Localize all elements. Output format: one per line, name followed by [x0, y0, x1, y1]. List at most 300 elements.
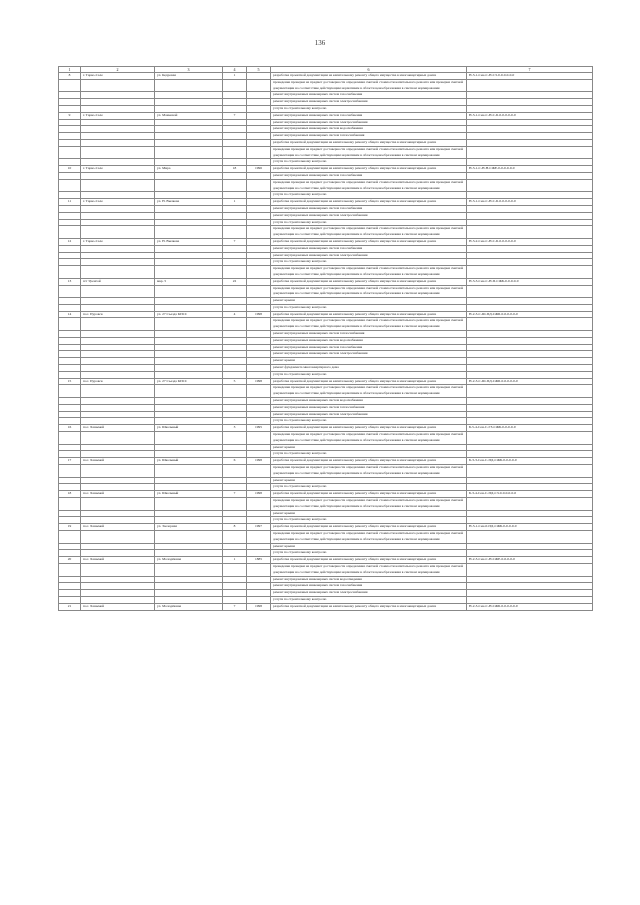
- empty-cell: [81, 126, 155, 133]
- empty-cell: [223, 477, 247, 484]
- empty-cell: [247, 285, 271, 298]
- empty-cell: [223, 266, 247, 279]
- empty-cell: [59, 358, 81, 365]
- work-type-cell: разработка проектной документации на капитальному ремонту общего имущества в многоквартирных домах: [271, 166, 467, 173]
- empty-cell: [247, 318, 271, 331]
- settlement-cell: г. Тарко-Сале: [81, 166, 155, 173]
- work-type-cell: услуги по строительному контролю: [271, 371, 467, 378]
- table-row-continuation: [59, 266, 593, 279]
- column-header: 6: [271, 67, 467, 73]
- table-row: [59, 491, 593, 498]
- empty-cell: [155, 331, 223, 338]
- table-row-continuation: [59, 126, 593, 133]
- empty-cell: [59, 133, 81, 140]
- empty-cell: [247, 99, 271, 106]
- empty-cell: [223, 365, 247, 372]
- work-type-cell: услуги по строительному контролю: [271, 219, 467, 226]
- work-type-cell: услуги по строительному контролю: [271, 517, 467, 524]
- work-type-cell: ремонт внутридомовых инженерных систем электроснабжения: [271, 351, 467, 358]
- work-type-cell: ремонт внутридомовых инженерных систем электроснабжения: [271, 590, 467, 597]
- work-type-cell: ремонт крыши: [271, 477, 467, 484]
- object-code-cell: Н-2-3-С-Ш-ПД-СЖБ-0-0-0-0-0-0: [467, 311, 593, 318]
- empty-cell: [81, 252, 155, 259]
- empty-cell: [247, 576, 271, 583]
- empty-cell: [223, 583, 247, 590]
- empty-cell: [155, 477, 223, 484]
- empty-cell: [247, 550, 271, 557]
- row-number: 11: [59, 199, 81, 206]
- empty-cell: [81, 259, 155, 266]
- empty-cell: [223, 344, 247, 351]
- settlement-cell: г. Тарко-Сале: [81, 112, 155, 119]
- empty-cell: [467, 298, 593, 305]
- work-type-cell: услуги по строительному контролю: [271, 418, 467, 425]
- empty-cell: [155, 484, 223, 491]
- table-row-continuation: [59, 192, 593, 199]
- table-row-continuation: [59, 550, 593, 557]
- work-type-cell: услуги по строительному контролю: [271, 259, 467, 266]
- empty-cell: [247, 351, 271, 358]
- table-row-continuation: [59, 105, 593, 112]
- empty-cell: [81, 179, 155, 192]
- empty-cell: [467, 451, 593, 458]
- empty-cell: [155, 79, 223, 92]
- year-cell: [247, 238, 271, 245]
- empty-cell: [155, 252, 223, 259]
- empty-cell: [59, 371, 81, 378]
- row-number: 20: [59, 557, 81, 564]
- empty-cell: [223, 351, 247, 358]
- year-cell: 1998: [247, 311, 271, 318]
- empty-cell: [467, 530, 593, 543]
- empty-cell: [81, 477, 155, 484]
- empty-cell: [467, 563, 593, 576]
- empty-cell: [247, 226, 271, 239]
- work-type-cell: разработка проектной документации на капитальному ремонту общего имущества в многоквартирных домах: [271, 557, 467, 564]
- work-type-cell: ремонт внутридомовых инженерных систем газоснабжения: [271, 112, 467, 119]
- empty-cell: [59, 119, 81, 126]
- empty-cell: [81, 543, 155, 550]
- empty-cell: [247, 498, 271, 511]
- empty-cell: [59, 576, 81, 583]
- year-cell: 1885: [247, 557, 271, 564]
- empty-cell: [467, 576, 593, 583]
- empty-cell: [247, 530, 271, 543]
- table-row-continuation: [59, 92, 593, 99]
- empty-cell: [247, 411, 271, 418]
- empty-cell: [247, 266, 271, 279]
- empty-cell: [223, 371, 247, 378]
- empty-cell: [467, 484, 593, 491]
- empty-cell: [467, 337, 593, 344]
- empty-cell: [155, 530, 223, 543]
- empty-cell: [81, 418, 155, 425]
- work-type-cell: услуги по строительному контролю: [271, 105, 467, 112]
- table-row-continuation: [59, 432, 593, 445]
- table-row-continuation: [59, 331, 593, 338]
- work-type-cell: ремонт внутридомовых инженерных систем водоснабжения: [271, 398, 467, 405]
- empty-cell: [467, 385, 593, 398]
- empty-cell: [155, 285, 223, 298]
- empty-cell: [223, 212, 247, 219]
- empty-cell: [223, 337, 247, 344]
- house-number-cell: 7: [223, 491, 247, 498]
- work-type-cell: ремонт внутридомовых инженерных систем газоснабжения: [271, 344, 467, 351]
- empty-cell: [223, 159, 247, 166]
- empty-cell: [467, 318, 593, 331]
- empty-cell: [467, 212, 593, 219]
- table-row: [59, 199, 593, 206]
- house-number-cell: 22: [223, 278, 247, 285]
- year-cell: [247, 73, 271, 80]
- object-code-cell: Н-3-1-Сен-С-Н-С-Б-0-0-0-0-0-0: [467, 199, 593, 206]
- empty-cell: [59, 550, 81, 557]
- empty-cell: [59, 432, 81, 445]
- empty-cell: [81, 385, 155, 398]
- empty-cell: [467, 344, 593, 351]
- table-row: [59, 73, 593, 80]
- empty-cell: [155, 444, 223, 451]
- column-header: 2: [81, 67, 155, 73]
- table-row: [59, 166, 593, 173]
- table-row-continuation: [59, 99, 593, 106]
- empty-cell: [467, 133, 593, 140]
- empty-cell: [247, 371, 271, 378]
- work-type-cell: разработка проектной документации на капитальному ремонту общего имущества в многоквартирных домах: [271, 491, 467, 498]
- empty-cell: [59, 172, 81, 179]
- year-cell: [247, 278, 271, 285]
- empty-cell: [223, 133, 247, 140]
- empty-cell: [81, 119, 155, 126]
- empty-cell: [247, 252, 271, 259]
- table-row-continuation: [59, 318, 593, 331]
- settlement-cell: пос. Пуровск: [81, 311, 155, 318]
- empty-cell: [155, 576, 223, 583]
- empty-cell: [467, 444, 593, 451]
- work-type-cell: ремонт фундамента многоквартирного дома: [271, 365, 467, 372]
- empty-cell: [59, 510, 81, 517]
- empty-cell: [81, 105, 155, 112]
- empty-cell: [247, 146, 271, 159]
- row-number: 18: [59, 491, 81, 498]
- table-row: [59, 278, 593, 285]
- work-type-cell: ремонт крыши: [271, 543, 467, 550]
- work-type-cell: проведение проверки на предмет достоверности определения сметной стоимости капитального ремонта или проверки сметной документации на соответствие действующим нормативам в области ценообразования в сметном нормировании: [271, 563, 467, 576]
- settlement-cell: пос. Ханымей: [81, 425, 155, 432]
- empty-cell: [81, 411, 155, 418]
- table-row-continuation: [59, 543, 593, 550]
- empty-cell: [59, 285, 81, 298]
- empty-cell: [467, 285, 593, 298]
- empty-cell: [81, 404, 155, 411]
- house-number-cell: 3: [223, 425, 247, 432]
- empty-cell: [223, 385, 247, 398]
- table-row-continuation: [59, 530, 593, 543]
- empty-cell: [247, 596, 271, 603]
- empty-cell: [223, 358, 247, 365]
- empty-cell: [59, 498, 81, 511]
- street-cell: мкр. 5: [155, 278, 223, 285]
- house-number-cell: 8: [223, 524, 247, 531]
- settlement-cell: пос. Ханымей: [81, 524, 155, 531]
- empty-cell: [155, 192, 223, 199]
- empty-cell: [81, 219, 155, 226]
- work-type-cell: ремонт внутридомовых инженерных систем газоснабжения: [271, 245, 467, 252]
- empty-cell: [155, 344, 223, 351]
- empty-cell: [467, 205, 593, 212]
- empty-cell: [223, 563, 247, 576]
- empty-cell: [59, 517, 81, 524]
- empty-cell: [247, 304, 271, 311]
- empty-cell: [223, 543, 247, 550]
- empty-cell: [467, 226, 593, 239]
- settlement-cell: г. Тарко-Сале: [81, 199, 155, 206]
- empty-cell: [467, 398, 593, 405]
- empty-cell: [467, 259, 593, 266]
- empty-cell: [467, 371, 593, 378]
- house-number-cell: 1: [223, 199, 247, 206]
- work-type-cell: услуги по строительному контролю: [271, 159, 467, 166]
- empty-cell: [59, 404, 81, 411]
- empty-cell: [81, 576, 155, 583]
- empty-cell: [467, 543, 593, 550]
- settlement-cell: пос. Ханымей: [81, 458, 155, 465]
- column-header: 4: [223, 67, 247, 73]
- table-row-continuation: [59, 179, 593, 192]
- table-row-continuation: [59, 385, 593, 398]
- empty-cell: [59, 451, 81, 458]
- capital-repair-table: [58, 66, 593, 611]
- object-code-cell: Б-3-4-Сен-С-ПД-СЗ-0-0-0-0-0-0: [467, 491, 593, 498]
- object-code-cell: Н-2-3-Сен-С-Н-СЖБ-0-0-0-0-0-0: [467, 603, 593, 610]
- row-number: 15: [59, 378, 81, 385]
- street-cell: ул. Мамеевой: [155, 112, 223, 119]
- column-header: 3: [155, 67, 223, 73]
- empty-cell: [247, 133, 271, 140]
- empty-cell: [247, 212, 271, 219]
- work-type-cell: разработка проектной документации на капитальному ремонту общего имущества в многоквартирных домах: [271, 199, 467, 206]
- empty-cell: [223, 192, 247, 199]
- empty-cell: [81, 99, 155, 106]
- empty-cell: [81, 444, 155, 451]
- table-row-continuation: [59, 411, 593, 418]
- work-type-cell: разработка проектной документации на капитальному ремонту общего имущества в многоквартирных домах: [271, 278, 467, 285]
- work-type-cell: услуги по строительному контролю: [271, 550, 467, 557]
- empty-cell: [467, 179, 593, 192]
- work-type-cell: разработка проектной документации на капитальному ремонту общего имущества в многоквартирных домах: [271, 378, 467, 385]
- work-type-cell: ремонт внутридомовых инженерных систем газоснабжения: [271, 205, 467, 212]
- empty-cell: [155, 385, 223, 398]
- settlement-cell: пос. Ханымей: [81, 603, 155, 610]
- work-type-cell: ремонт крыши: [271, 358, 467, 365]
- empty-cell: [81, 451, 155, 458]
- empty-cell: [81, 432, 155, 445]
- empty-cell: [467, 126, 593, 133]
- table-row: [59, 603, 593, 610]
- empty-cell: [467, 159, 593, 166]
- table-row-continuation: [59, 252, 593, 259]
- empty-cell: [223, 226, 247, 239]
- empty-cell: [59, 337, 81, 344]
- table-row-continuation: [59, 418, 593, 425]
- empty-cell: [467, 596, 593, 603]
- empty-cell: [59, 444, 81, 451]
- page-number: 136: [314, 39, 326, 47]
- table-row: [59, 378, 593, 385]
- empty-cell: [223, 318, 247, 331]
- empty-cell: [467, 498, 593, 511]
- empty-cell: [59, 465, 81, 478]
- empty-cell: [155, 318, 223, 331]
- street-cell: ул. Н. Вылкова: [155, 199, 223, 206]
- work-type-cell: ремонт крыши: [271, 510, 467, 517]
- empty-cell: [223, 285, 247, 298]
- settlement-cell: г. Тарко-Сале: [81, 73, 155, 80]
- empty-cell: [223, 465, 247, 478]
- empty-cell: [81, 517, 155, 524]
- empty-cell: [223, 139, 247, 146]
- work-type-cell: ремонт крыши: [271, 298, 467, 305]
- empty-cell: [59, 205, 81, 212]
- empty-cell: [247, 344, 271, 351]
- work-type-cell: услуги по строительному контролю: [271, 484, 467, 491]
- settlement-cell: пос. Пуровск: [81, 378, 155, 385]
- empty-cell: [81, 358, 155, 365]
- row-number: 8: [59, 73, 81, 80]
- table-row-continuation: [59, 212, 593, 219]
- table-row-continuation: [59, 517, 593, 524]
- empty-cell: [247, 517, 271, 524]
- empty-cell: [467, 331, 593, 338]
- empty-cell: [467, 219, 593, 226]
- work-type-cell: проведение проверки на предмет достоверности определения сметной стоимости капитального ремонта или проверки сметной документации на соответствие действующим нормативам в области ценообразования в сметном нормировании: [271, 465, 467, 478]
- empty-cell: [59, 411, 81, 418]
- empty-cell: [223, 99, 247, 106]
- empty-cell: [247, 105, 271, 112]
- row-number: 12: [59, 238, 81, 245]
- empty-cell: [81, 498, 155, 511]
- table-row: [59, 112, 593, 119]
- empty-cell: [59, 159, 81, 166]
- empty-cell: [155, 583, 223, 590]
- house-number-cell: 18: [223, 166, 247, 173]
- empty-cell: [247, 432, 271, 445]
- table-row-continuation: [59, 371, 593, 378]
- empty-cell: [59, 266, 81, 279]
- row-number: 10: [59, 166, 81, 173]
- house-number-cell: 1: [223, 73, 247, 80]
- empty-cell: [155, 510, 223, 517]
- table-row: [59, 524, 593, 531]
- empty-cell: [59, 385, 81, 398]
- table-row-continuation: [59, 351, 593, 358]
- year-cell: 1998: [247, 458, 271, 465]
- work-type-cell: ремонт внутридомовых инженерных систем электроснабжения: [271, 411, 467, 418]
- table-row: [59, 311, 593, 318]
- empty-cell: [467, 119, 593, 126]
- empty-cell: [223, 498, 247, 511]
- house-number-cell: 5: [223, 378, 247, 385]
- empty-cell: [223, 126, 247, 133]
- house-number-cell: 7: [223, 603, 247, 610]
- settlement-cell: г. Тарко-Сале: [81, 238, 155, 245]
- year-cell: 1997: [247, 524, 271, 531]
- empty-cell: [223, 172, 247, 179]
- empty-cell: [223, 418, 247, 425]
- empty-cell: [155, 179, 223, 192]
- empty-cell: [467, 365, 593, 372]
- work-type-cell: разработка проектной документации на капитальному ремонту общего имущества в многоквартирных домах: [271, 311, 467, 318]
- empty-cell: [81, 304, 155, 311]
- empty-cell: [467, 79, 593, 92]
- settlement-cell: п/т Уренгой: [81, 278, 155, 285]
- empty-cell: [155, 92, 223, 99]
- settlement-cell: пос. Ханымей: [81, 557, 155, 564]
- work-type-cell: ремонт внутридомовых инженерных систем теплоснабжения: [271, 133, 467, 140]
- table-row-continuation: [59, 358, 593, 365]
- work-type-cell: ремонт внутридомовых инженерных систем газоснабжения: [271, 172, 467, 179]
- empty-cell: [467, 172, 593, 179]
- empty-cell: [247, 337, 271, 344]
- work-type-cell: разработка проектной документации на капитальному ремонту общего имущества в многоквартирных домах: [271, 139, 467, 146]
- empty-cell: [155, 365, 223, 372]
- row-number: 16: [59, 425, 81, 432]
- work-type-cell: ремонт внутридомовых инженерных систем газоснабжения: [271, 583, 467, 590]
- empty-cell: [247, 418, 271, 425]
- empty-cell: [223, 590, 247, 597]
- table-row-continuation: [59, 484, 593, 491]
- empty-cell: [155, 205, 223, 212]
- empty-cell: [247, 365, 271, 372]
- empty-cell: [155, 517, 223, 524]
- empty-cell: [59, 590, 81, 597]
- empty-cell: [467, 432, 593, 445]
- row-number: 17: [59, 458, 81, 465]
- year-cell: 1996: [247, 166, 271, 173]
- empty-cell: [223, 205, 247, 212]
- empty-cell: [155, 298, 223, 305]
- row-number: 13: [59, 278, 81, 285]
- empty-cell: [155, 563, 223, 576]
- street-cell: ул. Школьный: [155, 425, 223, 432]
- empty-cell: [59, 583, 81, 590]
- empty-cell: [467, 245, 593, 252]
- empty-cell: [247, 298, 271, 305]
- empty-cell: [155, 411, 223, 418]
- table-body: [59, 67, 593, 611]
- empty-cell: [59, 596, 81, 603]
- empty-cell: [59, 252, 81, 259]
- empty-cell: [81, 510, 155, 517]
- empty-cell: [155, 404, 223, 411]
- empty-cell: [81, 484, 155, 491]
- year-cell: [247, 112, 271, 119]
- work-type-cell: ремонт внутридомовых инженерных систем теплоснабжения: [271, 331, 467, 338]
- empty-cell: [81, 550, 155, 557]
- table-row-continuation: [59, 563, 593, 576]
- table-row: [59, 238, 593, 245]
- work-type-cell: проведение проверки на предмет достоверности определения сметной стоимости капитального ремонта или проверки сметной документации на соответствие действующим нормативам в области ценообразования в сметном нормировании: [271, 285, 467, 298]
- table-row-continuation: [59, 304, 593, 311]
- street-cell: ул. 27 Съезда КПСС: [155, 311, 223, 318]
- empty-cell: [223, 146, 247, 159]
- empty-cell: [81, 172, 155, 179]
- table-row: [59, 458, 593, 465]
- house-number-cell: 4: [223, 311, 247, 318]
- empty-cell: [81, 266, 155, 279]
- empty-cell: [59, 298, 81, 305]
- empty-cell: [59, 365, 81, 372]
